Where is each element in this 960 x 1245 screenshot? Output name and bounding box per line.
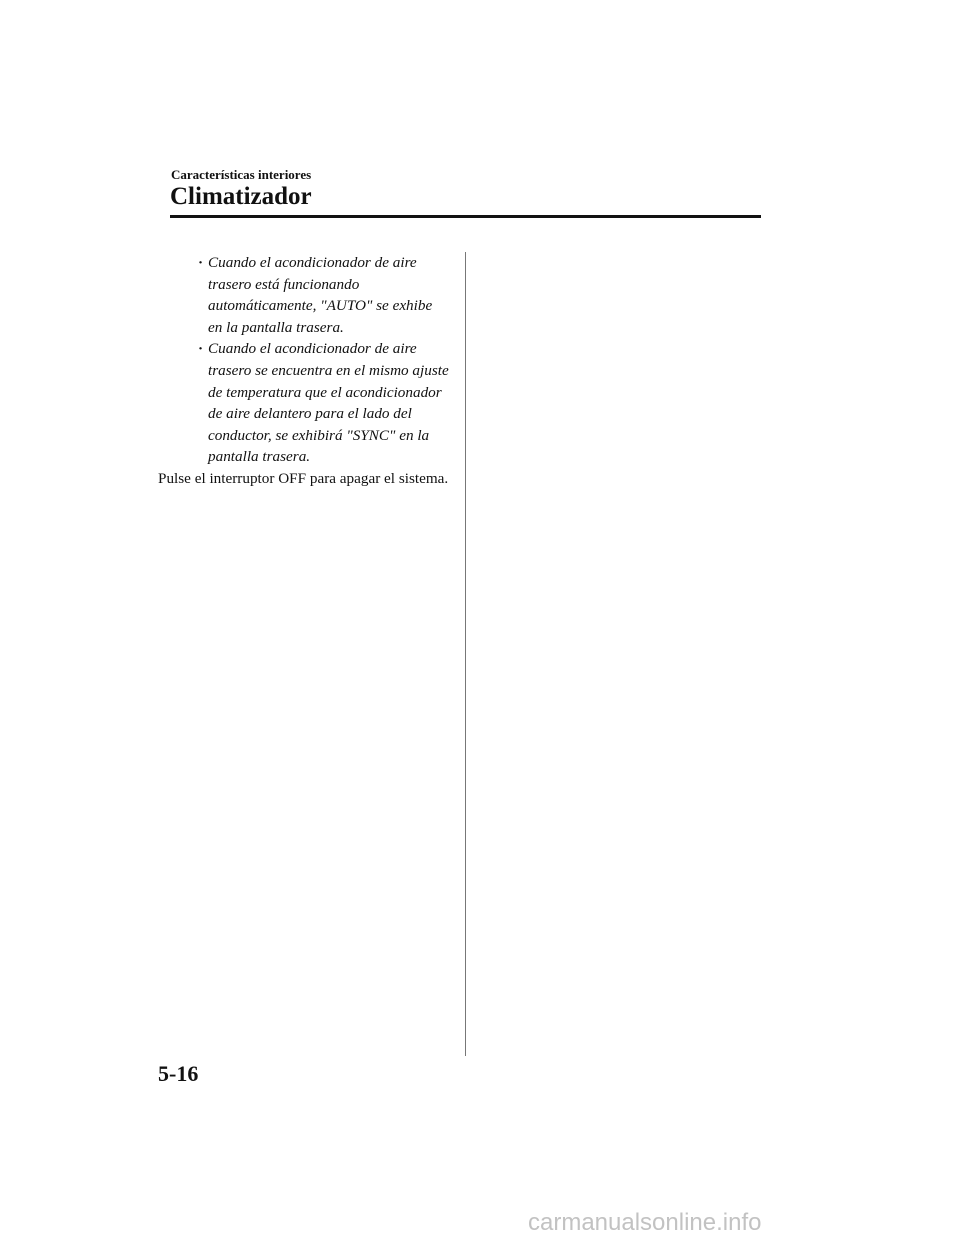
bullet-dot — [198, 338, 203, 360]
bullet-text: Cuando el acondicionador de aire trasero está funcionando automáticamente, "AUTO" se exhibe en la pantalla trasera. — [208, 254, 433, 336]
bullet-dot — [198, 252, 203, 274]
left-column — [158, 252, 450, 490]
column-divider — [465, 252, 466, 1056]
page-title: Climatizador — [170, 183, 312, 210]
section-label: Características interiores — [171, 167, 312, 182]
watermark-text: carmanualsonline.info — [528, 1209, 762, 1236]
bullet-item-auto — [158, 252, 450, 338]
bullet-text: Cuando el acondicionador de aire trasero se encuentra en el mismo ajuste de temperatura que el acondicionador de aire delantero para el lado del conductor, se exhibirá "SYNC" en la pantalla trasera. — [208, 340, 449, 466]
bullet-item-sync — [158, 338, 450, 468]
page-number: 5-16 — [158, 1061, 199, 1086]
title-rule — [170, 215, 761, 218]
body-paragraph: Pulse el interruptor OFF para apagar el sistema. — [158, 469, 449, 487]
